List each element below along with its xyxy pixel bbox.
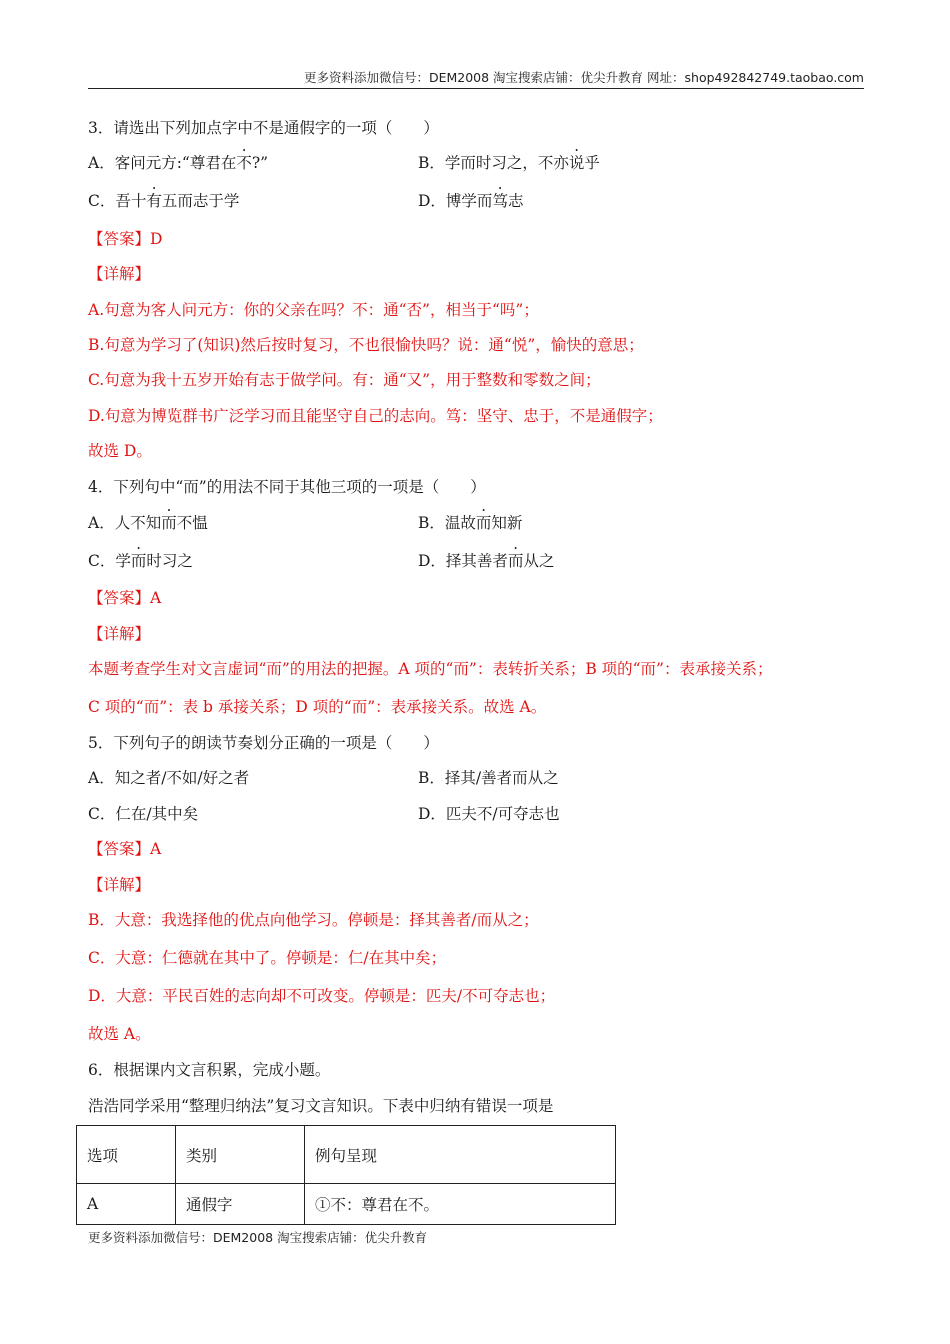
q6-stem: 6．根据课内文言积累，完成小题。 xyxy=(88,1061,331,1079)
q5-explanation-3: D．大意：平民百姓的志向却不可改变。停顿是：匹夫/不可夺志也； xyxy=(88,987,556,1005)
table-cell: 通假字 xyxy=(176,1184,305,1225)
q3-explanation-4: D.句意为博览群书广泛学习而且能坚守自己的志向。笃：坚守、忠于，不是通假字； xyxy=(88,407,663,425)
q3-option-a: A．客问元方:“尊君在不?” xyxy=(88,154,269,172)
q3-explanation-1: A.句意为客人问元方：你的父亲在吗？不：通“否”，相当于“吗”； xyxy=(88,301,539,319)
q3-explanation-3: C.句意为我十五岁开始有志于做学问。有：通“又”，用于整数和零数之间； xyxy=(88,371,601,389)
q5-option-a: A．知之者/不如/好之者 xyxy=(88,769,250,787)
q4-explanation-2: C 项的“而”：表 b 承接关系；D 项的“而”：表承接关系。故选 A。 xyxy=(88,698,547,716)
q3-explanation-2: B.句意为学习了(知识)然后按时复习，不也很愉快吗？说：通“悦”，愉快的意思； xyxy=(88,336,644,354)
q4-answer: 【答案】A xyxy=(88,589,162,607)
q6-intro: 浩浩同学采用“整理归纳法”复习文言知识。下表中归纳有错误一项是 xyxy=(88,1097,554,1115)
emphasis-dot: 而 xyxy=(130,552,147,570)
q5-explanation-1: B．大意：我选择他的优点向他学习。停顿是：择其善者/而从之； xyxy=(88,911,539,929)
q5-stem: 5．下列句子的朗读节奏划分正确的一项是（ ） xyxy=(88,734,439,752)
q5-option-c: C．仁在/其中矣 xyxy=(88,805,199,823)
table-header-row xyxy=(77,1126,616,1184)
header-divider xyxy=(88,88,864,89)
table-cell: ①不：尊君在不。 xyxy=(305,1184,616,1225)
q3-stem: 3．请选出下列加点字中不是通假字的一项（ ） xyxy=(88,119,439,137)
q5-conclusion: 故选 A。 xyxy=(88,1025,151,1043)
page-footer: 更多资料添加微信号：DEM2008 淘宝搜索店铺：优尖升教育 xyxy=(88,1230,428,1245)
table-header-cell: 选项 xyxy=(77,1126,176,1184)
q4-option-a: A．人不知而不愠 xyxy=(88,514,208,532)
emphasis-dot: 笃 xyxy=(492,192,508,210)
table-cell: A xyxy=(77,1184,176,1225)
q5-option-d: D．匹夫不/可夺志也 xyxy=(418,805,560,823)
emphasis-dot: 而 xyxy=(161,514,177,532)
q4-option-b: B．温故而知新 xyxy=(418,514,523,532)
q4-stem: 4．下列句中“而”的用法不同于其他三项的一项是（ ） xyxy=(88,478,486,496)
table-row xyxy=(77,1184,616,1225)
q3-conclusion: 故选 D。 xyxy=(88,442,152,460)
emphasis-dot: 说 xyxy=(568,154,585,172)
q4-option-c: C．学而时习之 xyxy=(88,552,193,570)
q5-explanation-2: C．大意：仁德就在其中了。停顿是：仁/在其中矣； xyxy=(88,949,447,967)
emphasis-dot: 不 xyxy=(236,154,252,172)
q3-answer: 【答案】D xyxy=(88,230,163,248)
q4-detail-label: 【详解】 xyxy=(88,625,151,643)
summary-table xyxy=(76,1125,616,1225)
q4-option-d: D．择其善者而从之 xyxy=(418,552,555,570)
q5-detail-label: 【详解】 xyxy=(88,876,151,894)
q3-option-b: B．学而时习之，不亦说乎 xyxy=(418,154,600,172)
q5-answer: 【答案】A xyxy=(88,840,162,858)
q3-detail-label: 【详解】 xyxy=(88,265,151,283)
q3-option-c: C．吾十有五而志于学 xyxy=(88,192,240,210)
q4-explanation-1: 本题考查学生对文言虚词“而”的用法的把握。A 项的“而”：表转折关系；B 项的“而”：表承接关系； xyxy=(88,660,773,678)
emphasis-dot: 而 xyxy=(475,514,492,532)
table-header-cell: 类别 xyxy=(176,1126,305,1184)
emphasis-dot: 有 xyxy=(146,192,162,210)
q5-option-b: B．择其/善者而从之 xyxy=(418,769,559,787)
emphasis-dot: 而 xyxy=(507,552,524,570)
q3-option-d: D．博学而笃志 xyxy=(418,192,524,210)
table-header-cell: 例句呈现 xyxy=(305,1126,616,1184)
page-header: 更多资料添加微信号：DEM2008 淘宝搜索店铺：优尖升教育 网址：shop492842749.taobao.com xyxy=(303,70,864,85)
